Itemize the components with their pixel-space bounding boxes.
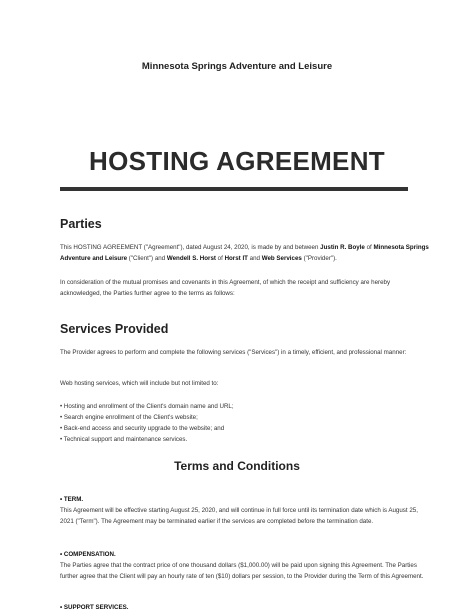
title-divider	[60, 187, 408, 191]
document-title: HOSTING AGREEMENT	[89, 146, 385, 176]
compensation-section	[60, 549, 430, 582]
services-intro: Web hosting services, which will include but not limited to:	[60, 380, 219, 387]
term-label: • TERM.	[60, 496, 84, 503]
parties-paragraph	[60, 242, 430, 264]
parties-text-3: ("Client") and	[127, 255, 167, 262]
term-section	[60, 494, 430, 527]
client-company-name: Minnesota Springs Adventure and Leisure	[60, 244, 429, 262]
parties-text-2: of	[364, 244, 374, 251]
company-name: Minnesota Springs Adventure and Leisure	[141, 61, 333, 72]
list-item: • Hosting and enrollment of the Client's domain name and URL;	[60, 403, 234, 410]
client-person-name: Justin R. Boyle	[320, 244, 365, 251]
compensation-text: The Parties agree that the contract price of one thousand dollars ($1,000.00) will be paid upon signing this Agreement. The Parties further agree that the Client will pay an hourly rate of ten ($10) dollars per session, to the Provider during the Term of this Agreement.	[60, 562, 424, 580]
consideration-paragraph: In consideration of the mutual promises and covenants in this Agreement, of which the receipt and sufficiency are hereby acknowledged, the Parties further agree to the terms as follows:	[60, 279, 391, 297]
list-item: • Search engine enrollment of the Client's website;	[60, 414, 198, 421]
list-item: • Technical support and maintenance services.	[60, 436, 188, 443]
parties-text-6: ("Provider").	[301, 255, 337, 262]
terms-heading: Terms and Conditions	[174, 459, 300, 473]
services-heading: Services Provided	[60, 322, 169, 336]
term-text: This Agreement will be effective starting August 25, 2020, and will continue in full force until its termination date which is August 25, 2021 ("Term"). The Agreement may be terminated earlier if the services are completed before the termination date.	[60, 507, 418, 525]
parties-text-5: and	[247, 255, 262, 262]
provider-service-name: Web Services	[261, 255, 302, 262]
support-label: • SUPPORT SERVICES.	[60, 604, 129, 611]
compensation-label: • COMPENSATION.	[60, 551, 116, 558]
list-item: • Back-end access and security upgrade to the website; and	[60, 425, 225, 432]
services-paragraph: The Provider agrees to perform and complete the following services ("Services") in a timely, efficient, and professional manner:	[60, 349, 407, 356]
services-list	[60, 401, 430, 445]
support-section	[60, 602, 430, 613]
parties-heading: Parties	[60, 217, 102, 231]
parties-text-4: of	[215, 255, 225, 262]
parties-text-1: This HOSTING AGREEMENT ("Agreement"), dated August 24, 2020, is made by and between	[60, 244, 321, 251]
provider-person-name: Wendell S. Horst	[166, 255, 216, 262]
provider-company-name: Horst IT	[224, 255, 248, 262]
